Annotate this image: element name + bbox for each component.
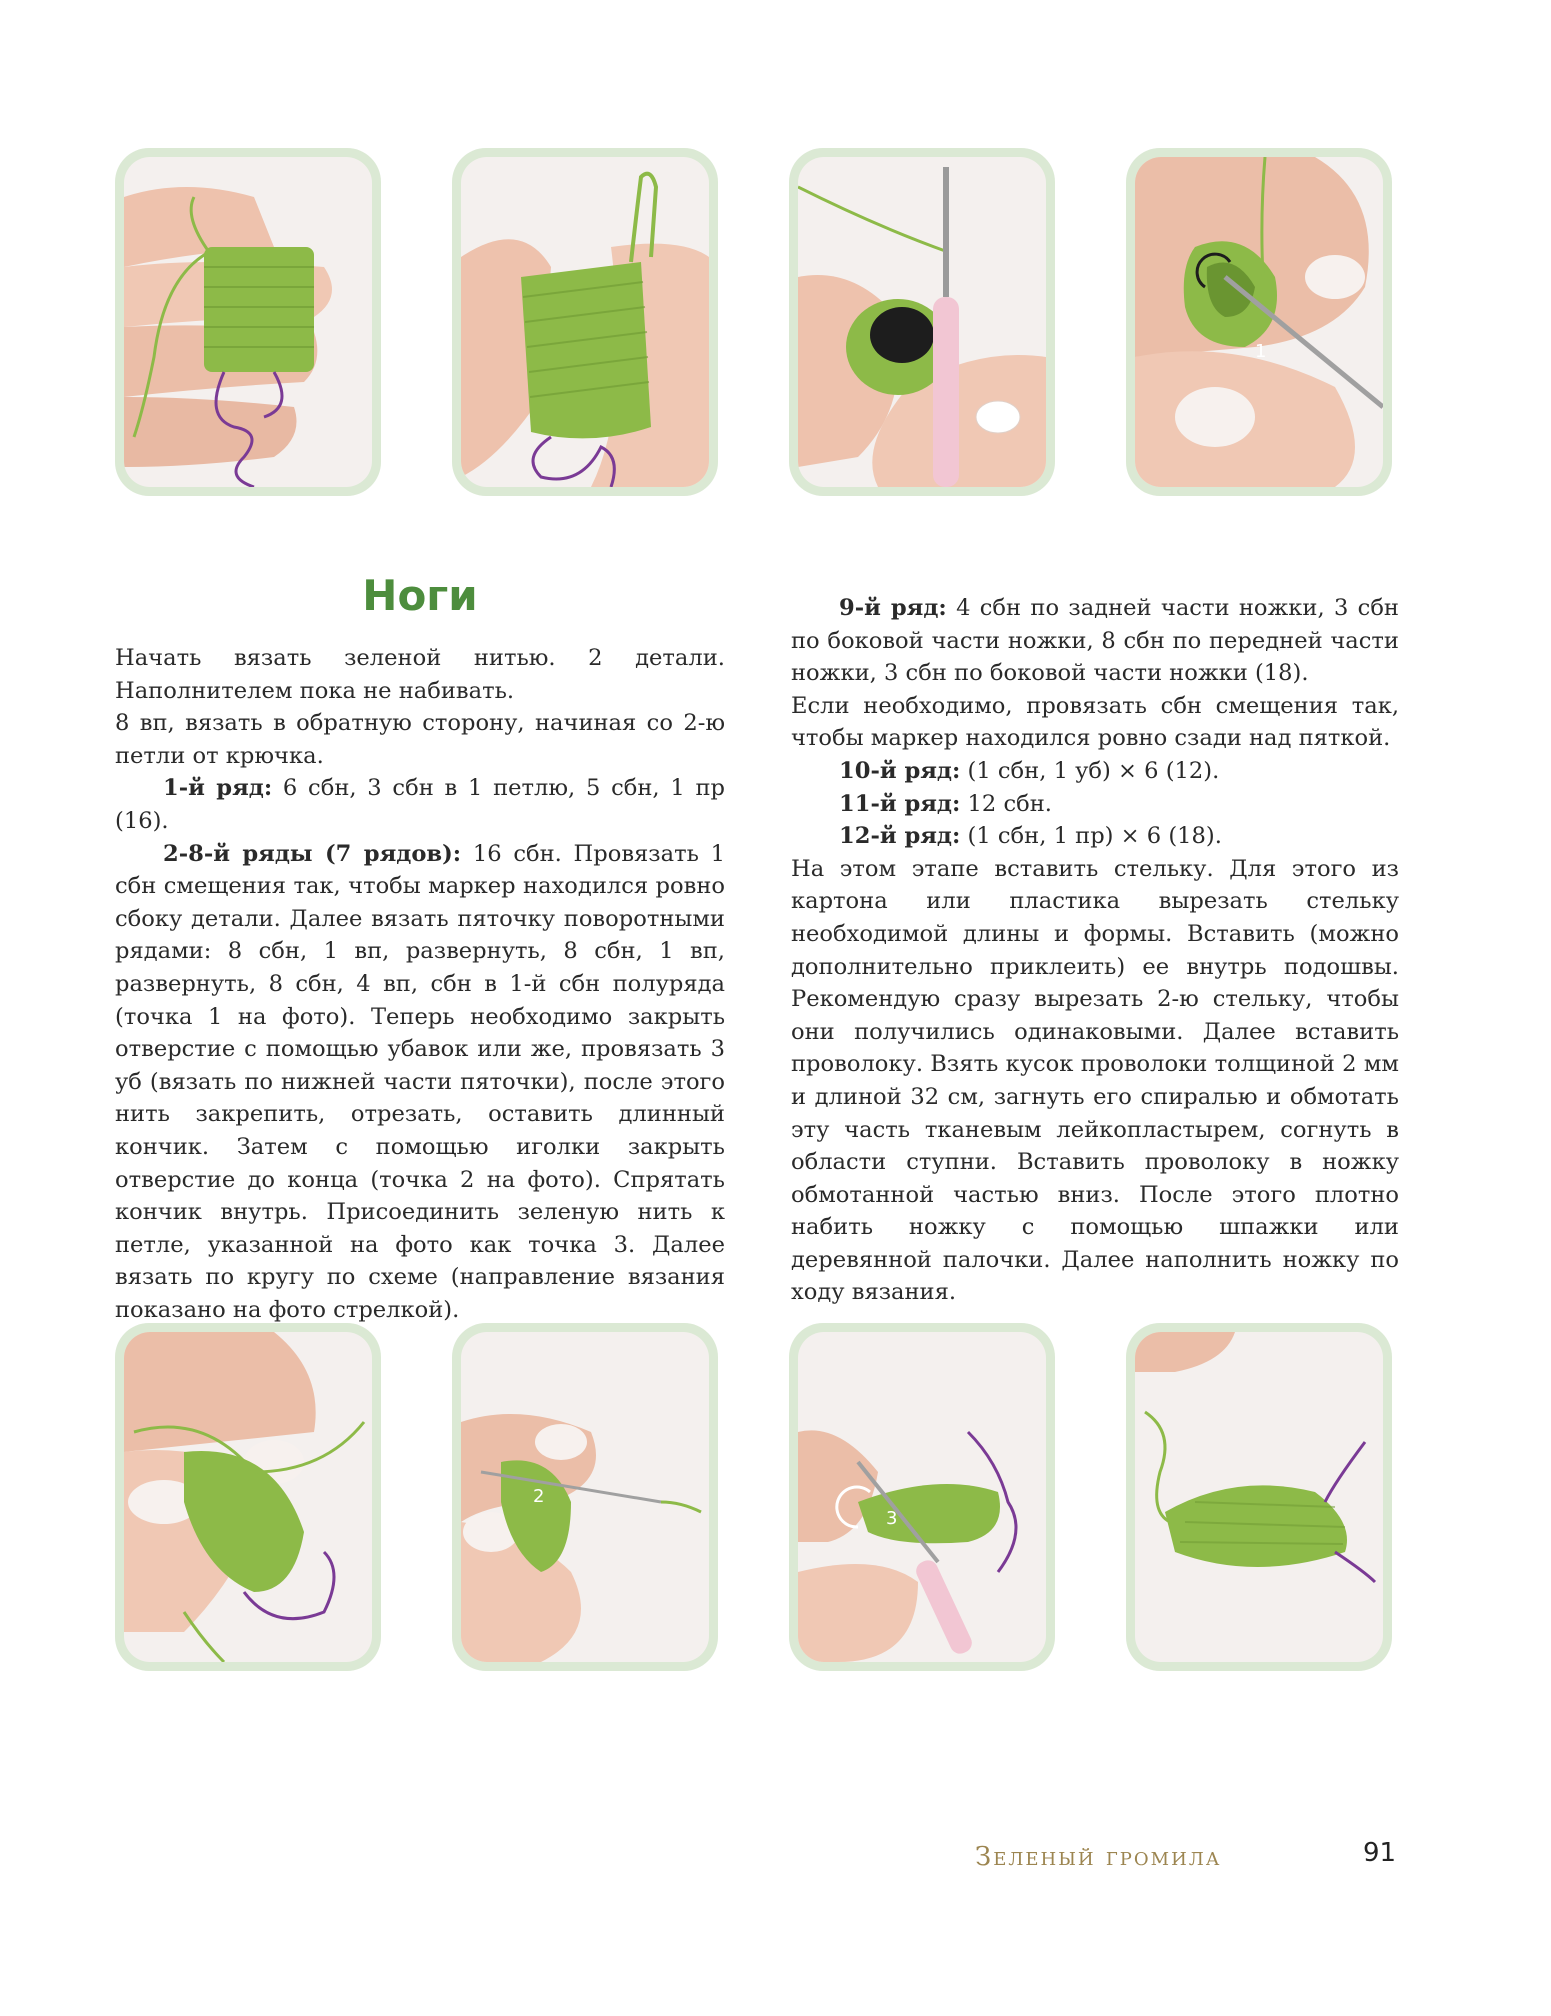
photo-closing-heel xyxy=(124,1332,372,1662)
page-number: 91 xyxy=(1363,1838,1397,1868)
row-12-text: (1 сбн, 1 пр) × 6 (18). xyxy=(960,823,1222,850)
start-paragraph: 8 вп, вязать в обратную сторону, начиная со 2-ю петли от крючка. xyxy=(115,710,725,769)
intro-paragraph: Начать вязать зеленой нитью. 2 детали. Наполнителем пока не набивать. xyxy=(115,645,725,704)
row-1-text: 6 сбн, 3 сбн в 1 петлю, 5 сбн, 1 пр (16). xyxy=(115,775,725,834)
row-1-instruction xyxy=(115,772,725,837)
section-title: Ноги xyxy=(362,571,478,620)
row-12-instruction xyxy=(791,820,1399,853)
photo-label-point-1: 1 xyxy=(1255,341,1267,362)
row-10-label: 10-й ряд: xyxy=(839,757,961,784)
row-10-text: (1 сбн, 1 уб) × 6 (12). xyxy=(960,757,1220,784)
photo-label-point-2: 2 xyxy=(533,1486,545,1507)
row-11-text: 12 сбн. xyxy=(960,790,1052,817)
photo-bottom-2 xyxy=(452,1323,718,1671)
row-1-label: 1-й ряд: xyxy=(163,775,273,802)
photo-bottom-4 xyxy=(1126,1323,1392,1671)
row-11-instruction xyxy=(791,788,1399,821)
row-9-instruction xyxy=(791,592,1399,690)
photo-finished-foot xyxy=(1135,1332,1383,1662)
insole-wire-paragraph: На этом этапе вставить стельку. Для этого из картона или пластика вырезать стельку необходимой длины и формы. Вставить (можно дополнительно приклеить) ее внутрь подошвы. Рекомендую сразу вырезать 2-ю стельку, чтобы они получились одинаковыми. Далее вставить проволоку. Взять кусок проволоки толщиной 2 мм и длиной 32 см, загнуть его спиралью и обмотать эту часть тканевым лейкопластырем, согнуть в области ступни. Вставить проволоку в ножку обмотанной частью вниз. После этого плотно набить ножку с помощью шпажки или деревянной палочки. Далее наполнить ножку по ходу вязания. xyxy=(791,855,1399,1306)
photo-top-4 xyxy=(1126,148,1392,496)
photo-folded-piece xyxy=(461,157,709,487)
photo-fingers-flat-piece xyxy=(124,157,372,487)
photo-heel-point-1 xyxy=(1135,157,1383,487)
row-9-label: 9-й ряд: xyxy=(839,595,947,621)
photo-label-point-3: 3 xyxy=(886,1508,898,1529)
rows-2-8-instruction xyxy=(115,838,725,1327)
left-text-column xyxy=(115,571,725,1326)
right-text-column xyxy=(791,592,1399,1309)
photo-tube-with-hook xyxy=(798,157,1046,487)
row-10-instruction xyxy=(791,755,1399,788)
photo-top-1 xyxy=(115,148,381,496)
shift-paragraph: Если необходимо, провязать сбн смещения так, чтобы маркер находился ровно сзади над пяткой. xyxy=(791,692,1399,752)
rows-2-8-label: 2-8-й ряды (7 рядов): xyxy=(163,840,462,867)
row-12-label: 12-й ряд: xyxy=(839,823,961,850)
photo-bottom-3 xyxy=(789,1323,1055,1671)
row-9-text: 4 сбн по задней части ножки, 3 сбн по боковой части ножки, 8 сбн по передней части ножки, 3 сбн по боковой части ножки (18). xyxy=(791,595,1399,687)
photo-bottom-1 xyxy=(115,1323,381,1671)
rows-2-8-text: 16 сбн. Провязать 1 сбн смещения так, чтобы маркер находился ровно сбоку детали. Далее вязать пяточку поворотными рядами: 8 сбн, 1 вп, развернуть, 8 сбн, 1 вп, развернуть, 8 сбн, 4 вп, сбн в 1-й сбн полуряда (точка 1 на фото). Теперь необходимо закрыть отверстие с помощью убавок или же, провязать 3 уб (вязать по нижней части пяточки), после этого нить закрепить, отрезать, оставить длинный кончик. Затем с помощью иголки закрыть отверстие до конца (точка 2 на фото). Спрятать кончик внутрь. Присоединить зеленую нить к петле, указанной на фото как точка 3. Далее вязать по кругу по схеме (направление вязания показано на фото стрелкой). xyxy=(115,840,725,1323)
photo-top-3 xyxy=(789,148,1055,496)
photo-needle-point-2 xyxy=(461,1332,709,1662)
row-11-label: 11-й ряд: xyxy=(839,790,961,817)
photo-top-2 xyxy=(452,148,718,496)
running-footer-title: Зеленый громила xyxy=(975,1842,1222,1872)
photo-join-point-3 xyxy=(798,1332,1046,1662)
